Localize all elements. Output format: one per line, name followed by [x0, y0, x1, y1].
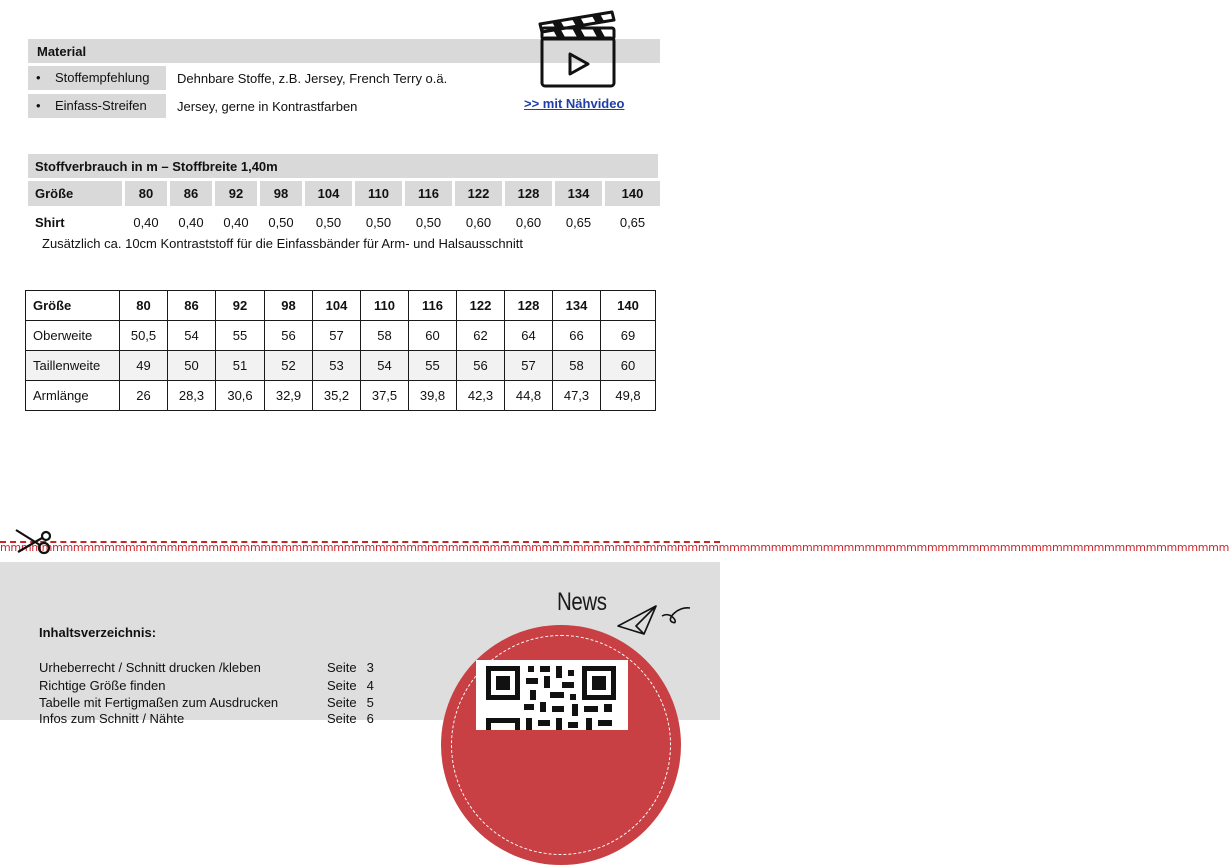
material-row-label — [28, 66, 166, 90]
bullet: • — [36, 70, 41, 85]
qr-code-panel — [476, 660, 628, 730]
table-cell: 0,50 — [415, 214, 442, 230]
table-cell: 30,6 — [216, 381, 265, 411]
table-cell: 55 — [409, 351, 457, 381]
table-cell: 51 — [216, 351, 265, 381]
toc-page-word: Seite — [327, 660, 357, 675]
table-cell: 134 — [553, 291, 601, 321]
toc-page — [327, 711, 374, 726]
toc-item: Urheberrecht / Schnitt drucken /kleben — [39, 660, 261, 675]
table-cell: 50,5 — [120, 321, 168, 351]
toc-page-number: 6 — [366, 711, 374, 726]
table-cell: 0,40 — [133, 214, 159, 230]
table-cell: 122 — [455, 181, 502, 206]
table-cell: Armlänge — [26, 381, 120, 411]
cut-line — [0, 540, 1229, 554]
table-cell: 37,5 — [361, 381, 409, 411]
table-cell: 69 — [601, 321, 656, 351]
table-row — [26, 321, 656, 351]
table-cell: 140 — [605, 181, 660, 206]
fabric-usage-table — [25, 181, 663, 234]
toc-page-number: 3 — [366, 660, 374, 675]
table-cell: 35,2 — [313, 381, 361, 411]
table-cell: 57 — [505, 351, 553, 381]
table-cell: 54 — [361, 351, 409, 381]
table-cell: Oberweite — [26, 321, 120, 351]
table-cell: 86 — [170, 181, 212, 206]
table-header-row — [26, 291, 656, 321]
material-label: Stoffempfehlung — [55, 70, 150, 85]
table-cell: 92 — [216, 291, 265, 321]
table-cell: 57 — [313, 321, 361, 351]
toc-page-number: 4 — [366, 678, 374, 693]
table-cell: 116 — [409, 291, 457, 321]
news-title: News — [557, 588, 607, 616]
scissors-icon — [14, 526, 54, 556]
table-cell: 56 — [265, 321, 313, 351]
table-cell: 0,50 — [268, 214, 294, 230]
toc-page-word: Seite — [327, 695, 357, 710]
table-cell: 52 — [265, 351, 313, 381]
toc-page — [327, 678, 374, 693]
table-cell: 49,8 — [601, 381, 656, 411]
table-cell: 50 — [168, 351, 216, 381]
table-cell: 116 — [405, 181, 452, 206]
table-row — [26, 351, 656, 381]
table-cell: 32,9 — [265, 381, 313, 411]
qr-code-icon — [486, 666, 616, 730]
table-cell: 0,50 — [365, 214, 392, 230]
table-cell: 80 — [125, 181, 167, 206]
table-cell: 0,65 — [619, 214, 646, 230]
toc-item: Infos zum Schnitt / Nähte — [39, 711, 185, 726]
material-row-label — [28, 94, 166, 118]
toc-page-word: Seite — [327, 678, 357, 693]
table-cell: 47,3 — [553, 381, 601, 411]
table-cell: Shirt — [35, 214, 65, 230]
table-cell: 66 — [553, 321, 601, 351]
table-cell: 86 — [168, 291, 216, 321]
table-cell: 49 — [120, 351, 168, 381]
table-cell: 0,65 — [565, 214, 592, 230]
video-link[interactable]: >> mit Nähvideo — [524, 96, 625, 111]
paper-plane-icon — [614, 600, 694, 640]
table-cell: 0,40 — [223, 214, 249, 230]
table-cell: 53 — [313, 351, 361, 381]
fabric-usage-heading: Stoffverbrauch in m – Stoffbreite 1,40m — [28, 154, 658, 178]
cut-pattern: mmmmmmmmmmmmmmmmmmmmmmmmmmmmmmmmmmmmmmmmmmmmmmmmmmmmmmmmmmmmmmmmmmmmmmmmmmmmmmmmmmmmmmmmmmmmmmmmmmmmmmmmmmmmmmmmmmmmmm — [0, 541, 1229, 554]
toc-page-number: 5 — [366, 695, 374, 710]
material-heading: Material — [28, 39, 660, 63]
table-cell: 56 — [457, 351, 505, 381]
table-cell: Taillenweite — [26, 351, 120, 381]
table-cell: 140 — [601, 291, 656, 321]
table-cell: 128 — [505, 291, 553, 321]
table-cell: 44,8 — [505, 381, 553, 411]
table-cell: 28,3 — [168, 381, 216, 411]
table-cell: 98 — [260, 181, 302, 206]
table-cell: 60 — [409, 321, 457, 351]
table-row — [28, 206, 660, 234]
table-cell: Größe — [26, 291, 120, 321]
table-cell: 26 — [120, 381, 168, 411]
fabric-usage-note: Zusätzlich ca. 10cm Kontraststoff für die Einfassbänder für Arm- und Halsausschnitt — [42, 236, 523, 251]
table-cell: 134 — [555, 181, 602, 206]
toc-heading: Inhaltsverzeichnis: — [39, 625, 157, 640]
table-cell: 104 — [305, 181, 352, 206]
table-cell: 0,50 — [315, 214, 342, 230]
table-row — [28, 181, 660, 206]
toc-page — [327, 660, 374, 675]
table-cell: 110 — [361, 291, 409, 321]
material-value: Jersey, gerne in Kontrastfarben — [177, 99, 358, 114]
size-table — [25, 290, 656, 411]
table-cell: 110 — [355, 181, 402, 206]
video-clapperboard-icon[interactable] — [538, 8, 618, 90]
table-cell: 58 — [361, 321, 409, 351]
table-cell: 0,40 — [178, 214, 204, 230]
table-cell: 122 — [457, 291, 505, 321]
material-value: Dehnbare Stoffe, z.B. Jersey, French Terry o.ä. — [177, 71, 448, 86]
table-cell: 0,60 — [465, 214, 492, 230]
table-cell: 60 — [601, 351, 656, 381]
table-cell: 0,60 — [515, 214, 542, 230]
table-cell: 64 — [505, 321, 553, 351]
table-cell: 62 — [457, 321, 505, 351]
table-cell: 42,3 — [457, 381, 505, 411]
bullet: • — [36, 98, 41, 113]
table-cell: 58 — [553, 351, 601, 381]
table-cell: 128 — [505, 181, 552, 206]
table-cell: 55 — [216, 321, 265, 351]
table-cell: 104 — [313, 291, 361, 321]
table-cell: Größe — [28, 181, 122, 206]
table-cell: 92 — [215, 181, 257, 206]
table-cell: 54 — [168, 321, 216, 351]
table-row — [26, 381, 656, 411]
table-cell: 39,8 — [409, 381, 457, 411]
table-cell: 98 — [265, 291, 313, 321]
toc-item: Tabelle mit Fertigmaßen zum Ausdrucken — [39, 695, 279, 710]
material-label: Einfass-Streifen — [55, 98, 147, 113]
toc-page-word: Seite — [327, 711, 357, 726]
toc-item: Richtige Größe finden — [39, 678, 166, 693]
toc-page — [327, 695, 374, 710]
table-cell: 80 — [120, 291, 168, 321]
